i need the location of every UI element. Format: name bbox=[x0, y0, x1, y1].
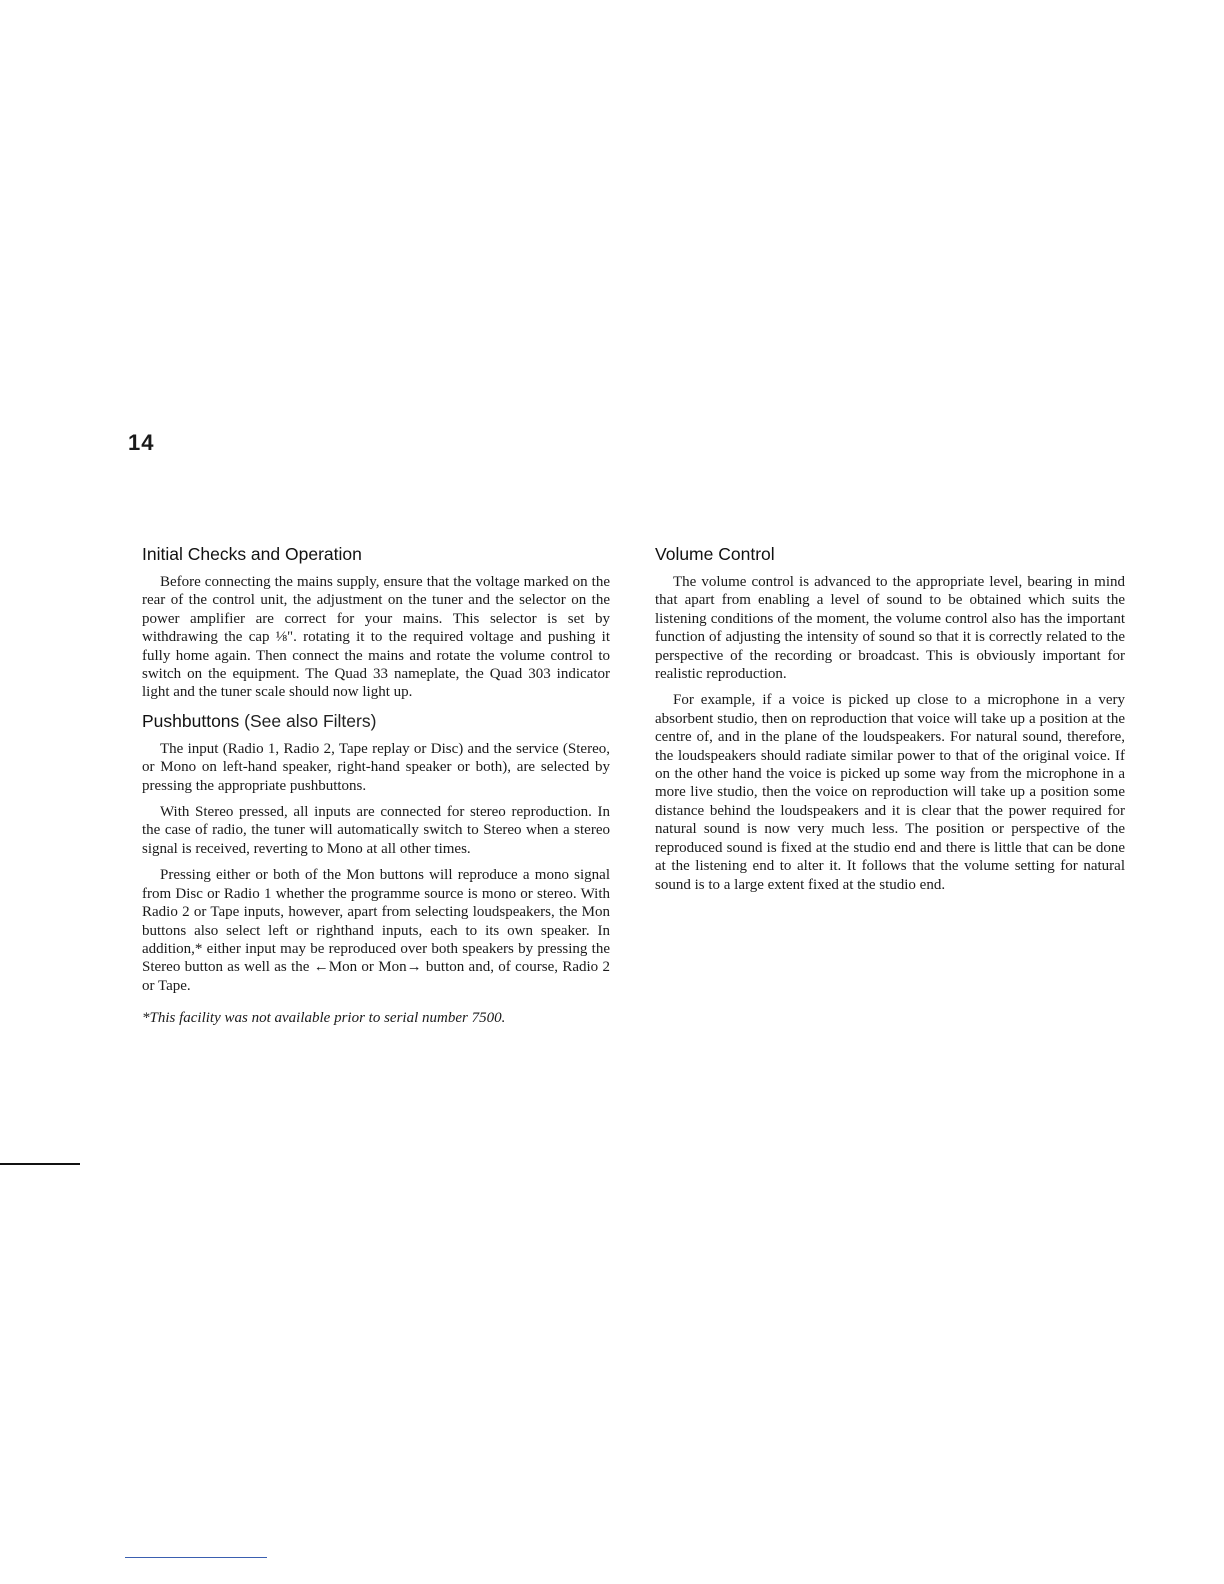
section-initial-checks bbox=[142, 543, 610, 702]
paragraph: For example, if a voice is picked up close to a microphone in a very absorbent studio, then on reproduction that voice will take up a position at the centre of, and in the plane of the loudspeakers. For natural sound, therefore, the loudspeakers should radiate similar power to that of the original voice. If on the other hand the voice is picked up some way from the microphone in a more live studio, then the voice on reproduction will take up a position some distance behind the loudspeakers and it is clear that the power required for natural sound is now very much less. The position or perspective of the reproduced sound is fixed at the studio end and there is little that can be done at the listening end to alter it. It follows that the volume setting for natural sound is to a large extent fixed at the studio end. bbox=[655, 692, 1125, 893]
page-number: 14 bbox=[128, 430, 155, 455]
paragraph: The input (Radio 1, Radio 2, Tape replay or Disc) and the service (Stereo, or Mono on left-hand speaker, right-hand speaker or both), are selected by pressing the appropriate pushbuttons. bbox=[142, 740, 610, 794]
right-column bbox=[655, 543, 1125, 902]
section-volume-control bbox=[655, 543, 1125, 894]
margin-rule bbox=[0, 1163, 80, 1165]
bottom-rule bbox=[125, 1557, 267, 1558]
paragraph: With Stereo pressed, all inputs are connected for stereo reproduction. In the case of radio, the tuner will automatically switch to Stereo when a stereo signal is received, reverting to Mono at all other times. bbox=[142, 804, 610, 857]
left-column bbox=[142, 543, 610, 1036]
heading-subtext: (See also Filters) bbox=[244, 710, 377, 731]
section-pushbuttons bbox=[142, 710, 610, 995]
heading-text: Pushbuttons bbox=[142, 710, 240, 731]
paragraph: Pressing either or both of the Mon buttons will reproduce a mono signal from Disc or Radio 1 whether the programme source is mono or stereo. With Radio 2 or Tape inputs, however, apart from selecting loudspeakers, the Mon buttons also select left or righthand inputs, each to its own speaker. In addition,* either input may be reproduced over both speakers by pressing the Stereo button as well as the ←Mon or Mon→ button and, of course, Radio 2 or Tape. bbox=[142, 867, 610, 994]
paragraph: The volume control is advanced to the appropriate level, bearing in mind that apart from enabling a level of sound to be obtained which suits the listening conditions of the moment, the volume control also has the important function of adjusting the intensity of sound so that it is correctly related to the perspective of the recording or broadcast. This is obviously important for realistic reproduction. bbox=[655, 574, 1125, 683]
footnote: *This facility was not available prior to serial number 7500. bbox=[142, 1010, 506, 1027]
paragraph: Before connecting the mains supply, ensure that the voltage marked on the rear of the control unit, the adjustment on the tuner and the selector on the power amplifier are correct for your mains. This selector is set by withdrawing the cap ⅛". rotating it to the required voltage and pushing it fully home again. Then connect the mains and rotate the volume control to switch on the equipment. The Quad 33 nameplate, the Quad 303 indicator light and the tuner scale should now light up. bbox=[142, 574, 610, 701]
section-heading-volume-control: Volume Control bbox=[655, 544, 775, 564]
section-heading-initial-checks: Initial Checks and Operation bbox=[142, 544, 362, 564]
section-heading-pushbuttons bbox=[142, 710, 610, 732]
